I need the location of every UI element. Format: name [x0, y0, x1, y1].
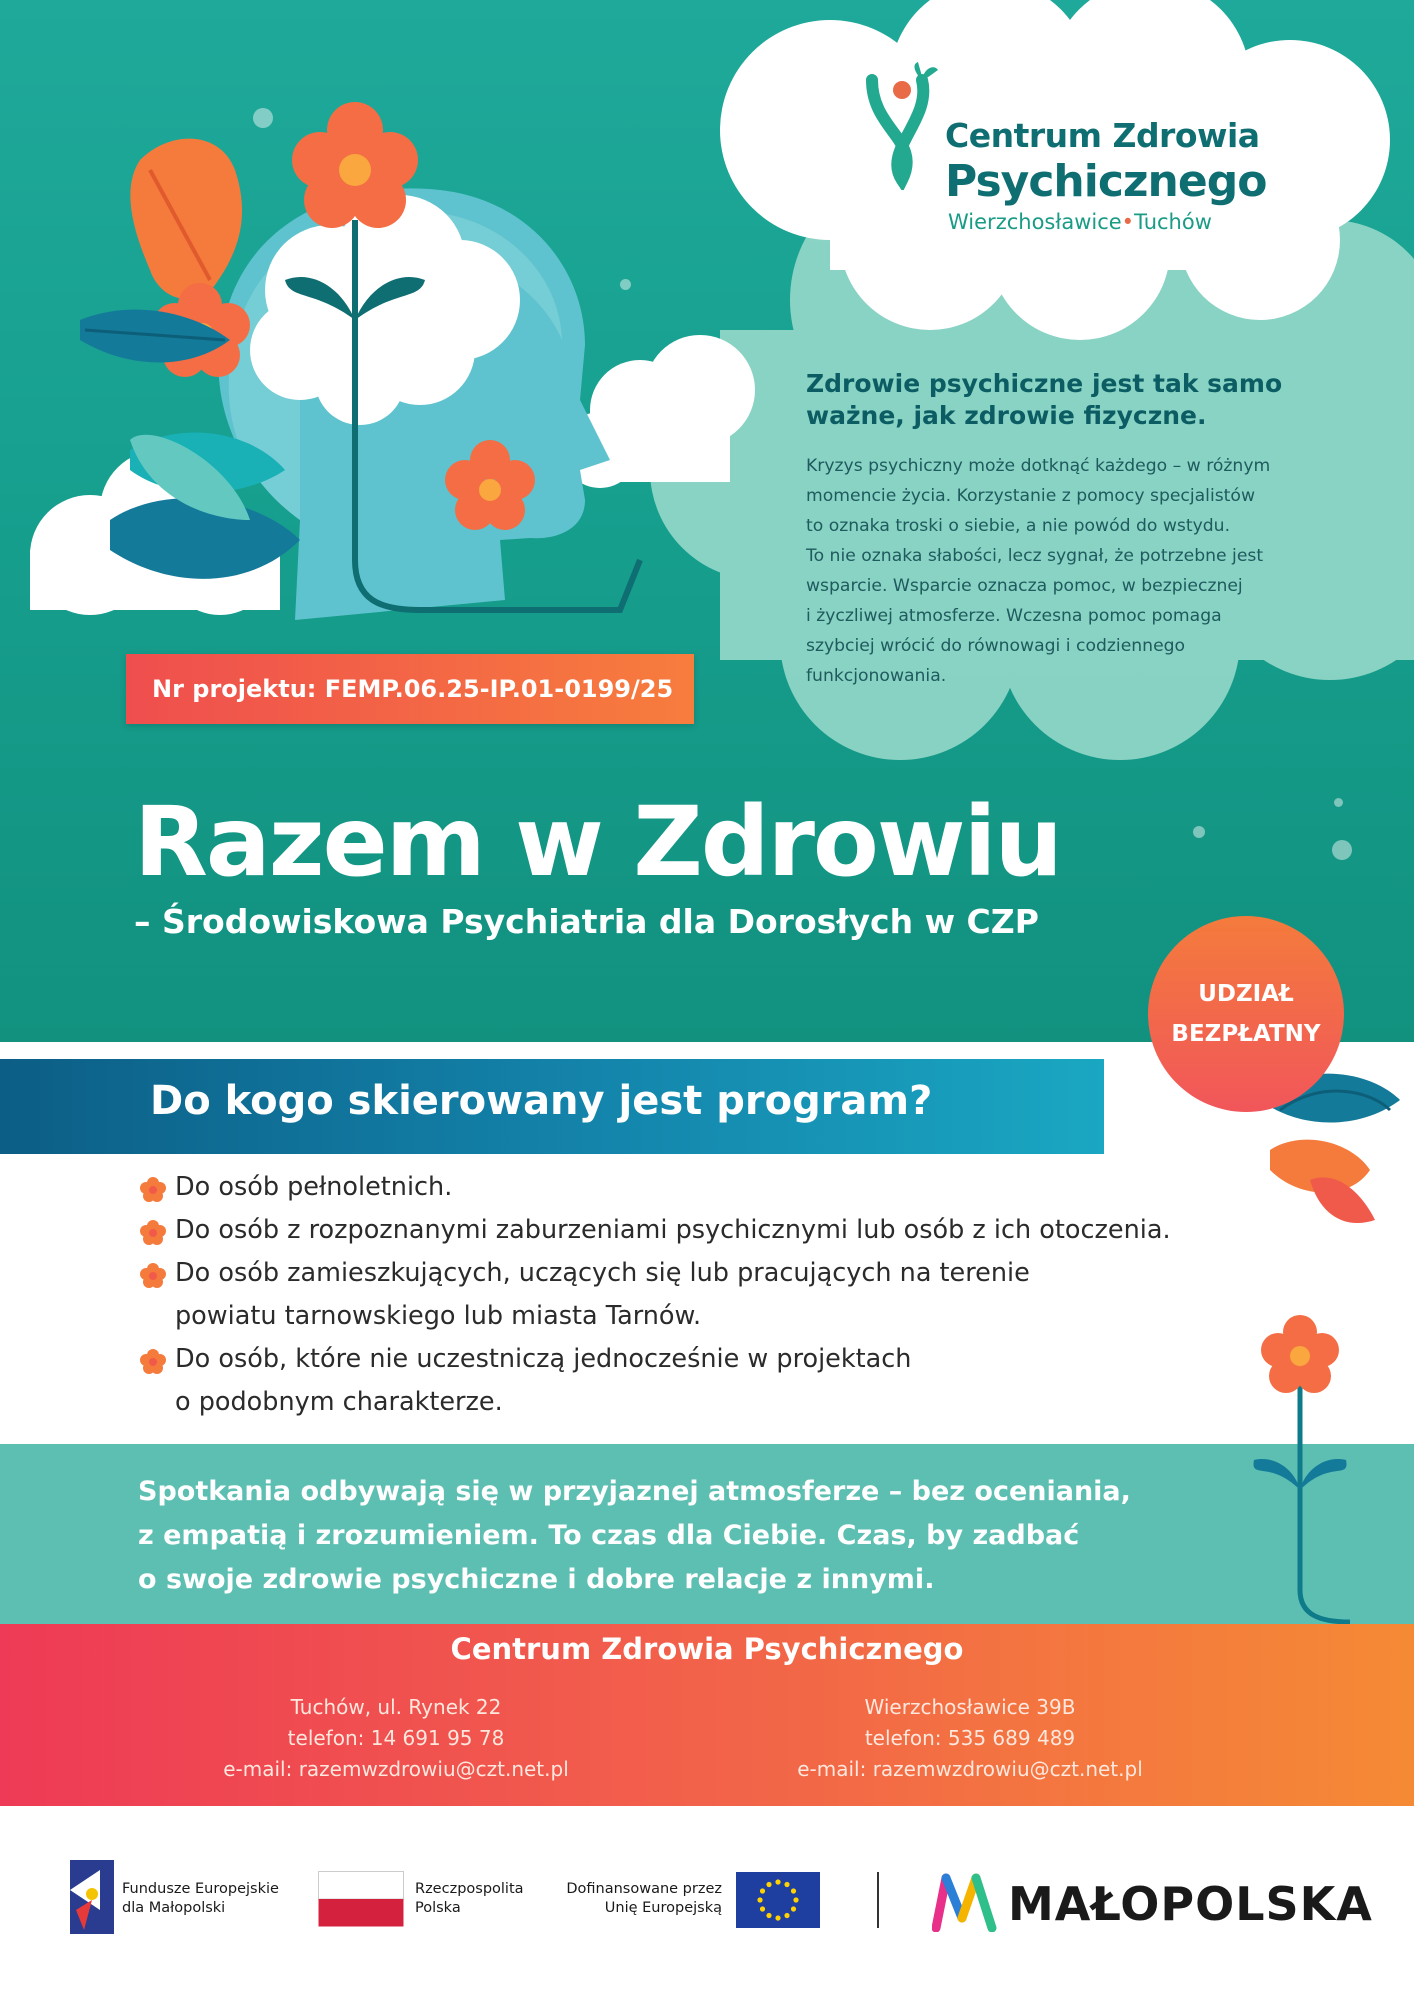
free-participation-badge — [1148, 916, 1344, 1112]
contact-email[interactable]: e-mail: razemwzdrowiu@czt.net.pl — [223, 1757, 569, 1781]
info-body-line: wsparcie. Wsparcie oznacza pomoc, w bezpiecznej — [806, 576, 1243, 596]
footer-divider — [877, 1872, 879, 1928]
contact-phone[interactable]: telefon: 14 691 95 78 — [287, 1726, 505, 1750]
logo-text-line: dla Małopolski — [122, 1900, 226, 1916]
eu-flag-icon — [736, 1872, 820, 1928]
flower-bullet-icon — [140, 1263, 166, 1289]
contact-tuchow — [136, 1692, 656, 1785]
contact-email[interactable]: e-mail: razemwzdrowiu@czt.net.pl — [797, 1757, 1143, 1781]
info-body-line: szybciej wrócić do równowagi i codziennego — [806, 636, 1186, 656]
meetings-line: z empatią i zrozumieniem. To czas dla Ciebie. Czas, by zadbać — [138, 1520, 1080, 1551]
list-item-text: Do osób, które nie uczestniczą jednocześnie w projektach — [175, 1344, 912, 1374]
logo-title-line2: Psychicznego — [945, 156, 1267, 207]
badge-line2: BEZPŁATNY — [1171, 1021, 1321, 1047]
info-body-line: To nie oznaka słabości, lecz sygnał, że potrzebne jest — [806, 546, 1264, 566]
flower-bullet-icon — [140, 1349, 166, 1375]
polish-flag-icon — [318, 1871, 404, 1927]
info-body-line: Kryzys psychiczny może dotknąć każdego – w różnym — [806, 456, 1271, 476]
contact-wierzchoslawice — [710, 1692, 1230, 1785]
list-item-text-continued: o podobnym charakterze. — [175, 1387, 503, 1417]
eu-cofinanced-logo-text — [565, 1880, 722, 1918]
flower-bullet-icon — [140, 1177, 166, 1203]
malopolska-logo-text: MAŁOPOLSKA — [1008, 1877, 1373, 1931]
malopolska-logo-icon — [932, 1870, 998, 1932]
meetings-line: Spotkania odbywają się w przyjaznej atmosferze – bez oceniania, — [138, 1476, 1131, 1507]
list-item-text-continued: powiatu tarnowskiego lub miasta Tarnów. — [175, 1301, 702, 1331]
page-title: Razem w Zdrowiu — [134, 786, 1061, 898]
info-body-line: momencie życia. Korzystanie z pomocy specjalistów — [806, 486, 1255, 506]
list-item — [140, 1209, 1280, 1252]
audience-heading: Do kogo skierowany jest program? — [150, 1078, 933, 1124]
czp-logo-icon — [862, 60, 942, 190]
logo-locations — [948, 210, 1212, 234]
logo-title-line1: Centrum Zdrowia — [945, 116, 1260, 155]
flower-bullet-icon — [140, 1220, 166, 1246]
info-body-line: to oznaka troski o siebie, a nie powód do wstydu. — [806, 516, 1231, 536]
list-item-text: Do osób pełnoletnich. — [175, 1172, 453, 1202]
badge-line1: UDZIAŁ — [1198, 981, 1294, 1007]
logo-text-line: Rzeczpospolita — [415, 1881, 524, 1897]
list-item-text: Do osób z rozpoznanymi zaburzeniami psychicznymi lub osób z ich otoczenia. — [175, 1215, 1171, 1245]
info-body-line: funkcjonowania. — [806, 666, 947, 686]
meetings-text — [138, 1470, 1198, 1602]
european-funds-logo-icon — [70, 1860, 114, 1934]
project-number-ribbon: Nr projektu: FEMP.06.25-IP.01-0199/25 — [126, 654, 694, 724]
contact-address: Wierzchosławice 39B — [864, 1695, 1076, 1719]
list-item — [140, 1252, 1280, 1338]
logo-text-line: Unię Europejską — [604, 1900, 722, 1916]
polish-republic-logo-text — [415, 1880, 524, 1918]
info-body — [806, 451, 1366, 691]
logo-location-separator: • — [1121, 210, 1135, 234]
contact-title: Centrum Zdrowia Psychicznego — [450, 1632, 964, 1666]
logo-location-b: Tuchów — [1134, 210, 1212, 234]
page-subtitle: – Środowiskowa Psychiatria dla Dorosłych w CZP — [134, 902, 1039, 941]
meetings-line: o swoje zdrowie psychiczne i dobre relacje z innymi. — [138, 1564, 935, 1595]
logo-location-a: Wierzchosławice — [948, 210, 1122, 234]
contact-phone[interactable]: telefon: 535 689 489 — [864, 1726, 1076, 1750]
logo-text-line: Fundusze Europejskie — [122, 1881, 279, 1897]
list-item-text: Do osób zamieszkujących, uczących się lub pracujących na terenie — [175, 1258, 1030, 1288]
list-item — [140, 1166, 1280, 1209]
list-item — [140, 1338, 1280, 1424]
audience-list — [140, 1166, 1280, 1424]
flower-stem-icon — [1240, 1310, 1360, 1630]
contact-address: Tuchów, ul. Rynek 22 — [290, 1695, 502, 1719]
info-body-line: i życzliwej atmosferze. Wczesna pomoc pomaga — [806, 606, 1222, 626]
logo-text-line: Polska — [415, 1900, 461, 1916]
logo-text-line: Dofinansowane przez — [566, 1881, 722, 1897]
european-funds-logo-text — [122, 1880, 279, 1918]
info-heading: Zdrowie psychiczne jest tak samo ważne, jak zdrowie fizyczne. — [806, 369, 1283, 430]
